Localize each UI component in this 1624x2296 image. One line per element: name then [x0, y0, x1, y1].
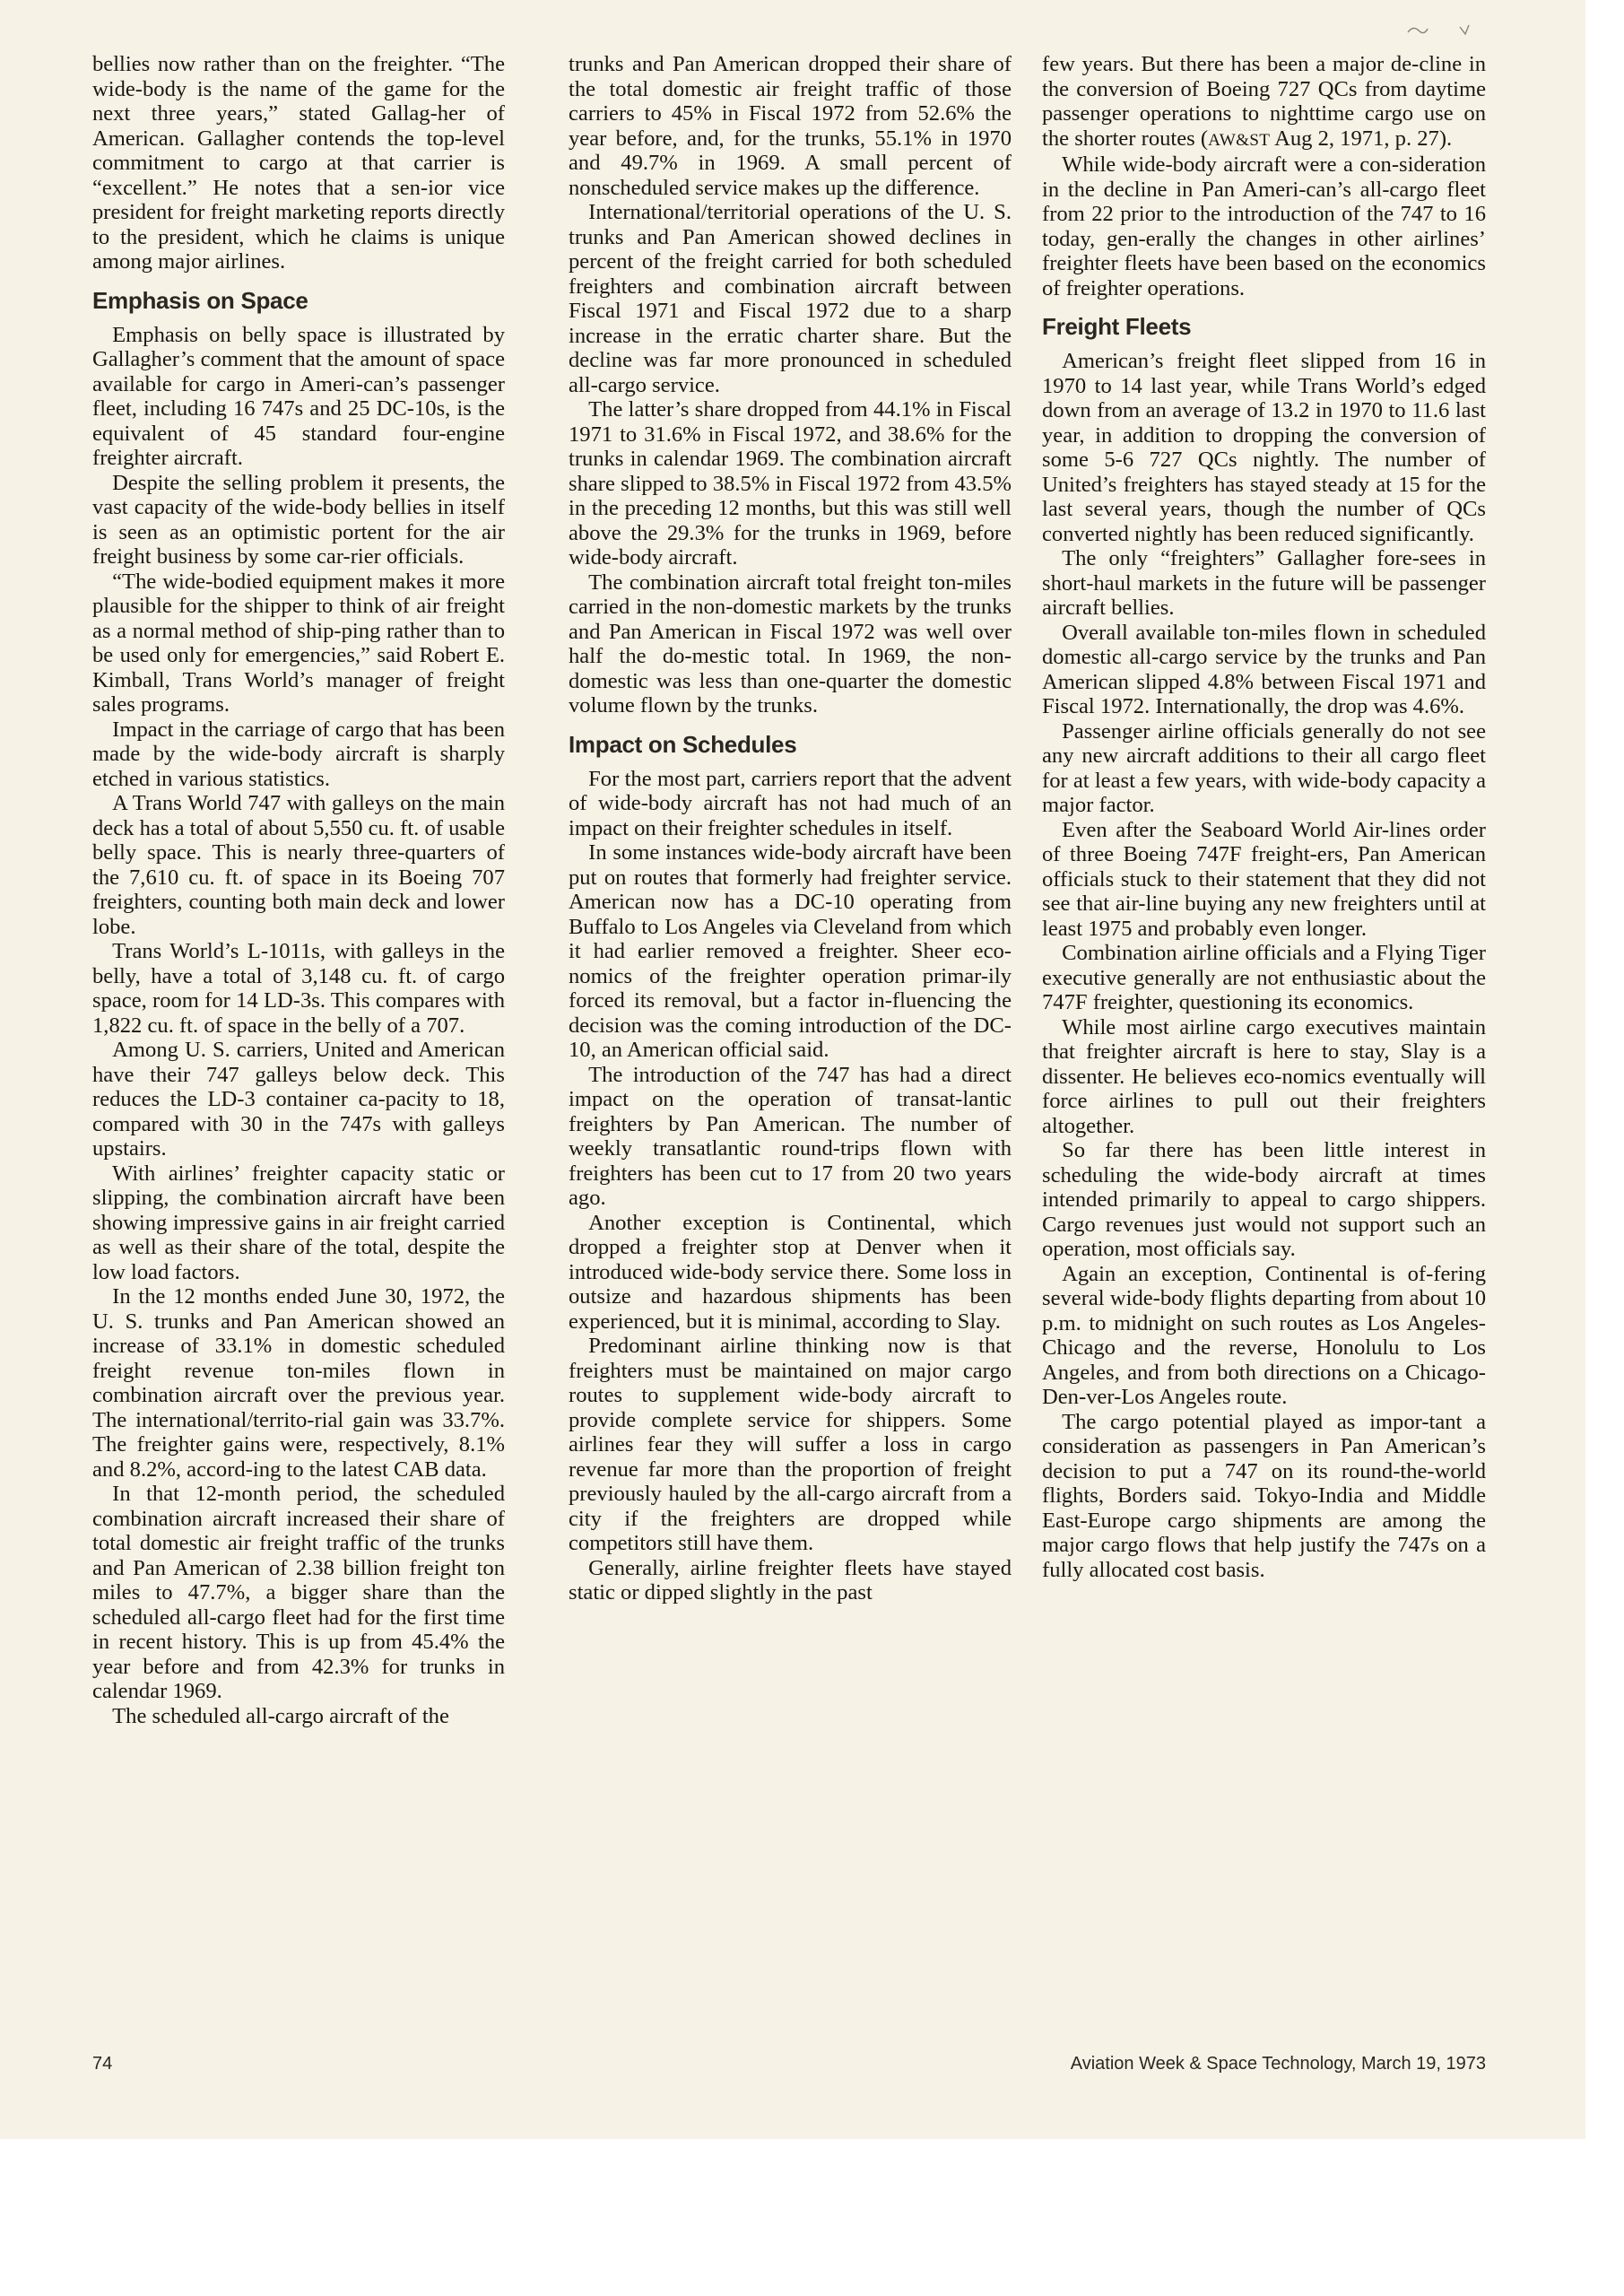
- paragraph: While most airline cargo executives maintain that freighter aircraft is here to stay, Slay is a dissenter. He believes eco-nomics eventually will force airlines to pull out their freighters altogether.: [1042, 1014, 1486, 1138]
- paragraph: Generally, airline freighter fleets have stayed static or dipped slightly in the past: [569, 1555, 1012, 1605]
- publication-line: Aviation Week & Space Technology, March 19, 1973: [1070, 2054, 1486, 2074]
- paragraph: So far there has been little interest in scheduling the wide-body aircraft at times intended primarily to appeal to cargo shippers. Cargo revenues just would not support such an operation, most officials say.: [1042, 1138, 1486, 1261]
- section-heading-freight-fleets: Freight Fleets: [1042, 313, 1192, 340]
- paragraph: The only “freighters” Gallagher fore-sees in short-haul markets in the future will be passenger aircraft bellies.: [1042, 546, 1486, 620]
- paragraph: [1042, 52, 1486, 152]
- paragraph: Despite the selling problem it presents, the vast capacity of the wide-body bellies in itself is seen as an optimistic portent for the air freight business by some car-rier officials.: [92, 470, 505, 569]
- text-run: few years. But there has been a major de-cline in the conversion of Boeing 727 QCs from daytime passenger operations to nighttime cargo use on the shorter routes (: [1042, 52, 1486, 151]
- citation-abbreviation: AW&ST: [1208, 130, 1271, 150]
- paragraph: While wide-body aircraft were a con-sideration in the decline in Pan Ameri-can’s all-cargo fleet from 22 prior to the introduction of the 747 to 16 today, gen-erally the changes in other airlines’ freighter fleets have been based on the economics of freighter operations.: [1042, 152, 1486, 300]
- paragraph: American’s freight fleet slipped from 16 in 1970 to 14 last year, while Trans World’s edged down from an average of 13.2 in 1970 to 11.6 last year, in addition to dropping the conversion of some 5-6 727 QCs nightly. The number of United’s freighters has stayed steady at 15 for the last several years, though the number of QCs converted nightly has been reduced significantly.: [1042, 349, 1486, 546]
- paragraph: The cargo potential played as impor-tant a consideration as passengers in Pan American’s decision to put a 747 on its round-the-world flights, Borders said. Tokyo-India and Middle East-Europe cargo shipments are among the major cargo flows that help justify the 747s on a fully allocated cost basis.: [1042, 1409, 1486, 1582]
- article-column-2: [569, 52, 1012, 1605]
- paragraph: Among U. S. carriers, United and American have their 747 galleys below deck. This reduces the LD-3 container ca-pacity to 18, compared with 30 in the 747s with galleys upstairs.: [92, 1038, 505, 1161]
- paragraph: bellies now rather than on the freighter. “The wide-body is the name of the game for the next three years,” stated Gallag-her of American. Gallagher contends the top-level commitment to cargo at that carrier is “excellent.” He notes that a sen-ior vice president for freight marketing reports directly to the president, which he claims is unique among major airlines.: [92, 52, 505, 274]
- paragraph: In that 12-month period, the scheduled combination aircraft increased their share of total domestic air freight traffic of the trunks and Pan American of 2.38 billion freight ton miles to 47.7%, a bigger share than the scheduled all-cargo fleet had for the first time in recent history. This is up from 45.4% the year before and from 42.3% for trunks in calendar 1969.: [92, 1482, 505, 1703]
- paragraph: trunks and Pan American dropped their share of the total domestic air freight traffic of those carriers to 45% in Fiscal 1972 from 52.6% the year before, and, for the trunks, 55.1% in 1970 and 49.7% in 1969. A small percent of nonscheduled service makes up the difference.: [569, 52, 1012, 200]
- text-run: Aug 2, 1971, p. 27).: [1270, 126, 1453, 151]
- section-heading-impact-on-schedules: Impact on Schedules: [569, 730, 797, 758]
- paragraph: Passenger airline officials generally do not see any new aircraft additions to their all cargo fleet for at least a few years, with wide-body capacity a major factor.: [1042, 718, 1486, 817]
- paragraph: “The wide-bodied equipment makes it more plausible for the shipper to think of air freight as a normal method of ship-ping rather than to be used only for emergencies,” said Robert E. Kimball, Trans World’s manager of freight sales programs.: [92, 569, 505, 717]
- paragraph: International/territorial operations of the U. S. trunks and Pan American showed declines in percent of the freight carried for both scheduled freighters and combination aircraft between Fiscal 1971 and Fiscal 1972 due to a sharp increase in the erratic charter share. But the decline was far more pronounced in scheduled all-cargo service.: [569, 200, 1012, 397]
- paragraph: Combination airline officials and a Flying Tiger executive generally are not enthusiastic about the 747F freighter, questioning its economics.: [1042, 941, 1486, 1014]
- paragraph: Overall available ton-miles flown in scheduled domestic all-cargo service by the trunks and Pan American slipped 4.8% between Fiscal 1971 and Fiscal 1972. Internationally, the drop was 4.6%.: [1042, 620, 1486, 718]
- paragraph: The scheduled all-cargo aircraft of the: [112, 1703, 449, 1728]
- paragraph: For the most part, carriers report that the advent of wide-body aircraft has not had much of an impact on their freighter schedules in itself.: [569, 766, 1012, 840]
- paragraph: In some instances wide-body aircraft have been put on routes that formerly had freighter service. American now has a DC-10 operating from Buffalo to Los Angeles via Cleveland from which it had earlier removed a freighter. Sheer eco-nomics of the freighter operation primar-ily forced its removal, but a factor in-fluencing the decision was the coming introduction of the DC-10, an American official said.: [569, 840, 1012, 1062]
- paragraph: The combination aircraft total freight ton-miles carried in the non-domestic markets by the trunks and Pan American in Fiscal 1972 was well over half the do-mestic total. In 1969, the non-domestic was less than one-quarter the domestic volume flown by the trunks.: [569, 570, 1012, 718]
- page-number: 74: [92, 2054, 113, 2074]
- article-column-3: [1042, 52, 1486, 1582]
- paragraph: A Trans World 747 with galleys on the main deck has a total of about 5,550 cu. ft. of usable belly space. This is nearly three-quarters of the 7,610 cu. ft. of space in its Boeing 707 freighters, counting both main deck and lower lobe.: [92, 791, 505, 939]
- paragraph: Again an exception, Continental is of-fering several wide-body flights departing from about 10 p.m. to midnight on such routes as Los Angeles-Chicago and the reverse, Honolulu to Los Angeles, and from both directions on a Chicago-Den-ver-Los Angeles route.: [1042, 1261, 1486, 1409]
- paragraph: In the 12 months ended June 30, 1972, the U. S. trunks and Pan American showed an increase of 33.1% in domestic scheduled freight revenue ton-miles flown in combination aircraft over the previous year. The international/territo-rial gain was 33.7%. The freighter gains were, respectively, 8.1% and 8.2%, accord-ing to the latest CAB data.: [92, 1284, 505, 1482]
- paragraph: The introduction of the 747 has had a direct impact on the operation of transat-lantic freighters by Pan American. The number of weekly transatlantic round-trips flown with freighters has been cut to 17 from 20 two years ago.: [569, 1062, 1012, 1210]
- paragraph: Impact in the carriage of cargo that has been made by the wide-body aircraft is sharply etched in various statistics.: [92, 717, 505, 791]
- paragraph: Another exception is Continental, which dropped a freighter stop at Denver when it introduced wide-body service there. Some loss in outsize and hazardous shipments has been experienced, but it is minimal, according to Slay.: [569, 1210, 1012, 1334]
- corner-scan-mark: [1404, 20, 1476, 39]
- paragraph: Predominant airline thinking now is that freighters must be maintained on major cargo routes to supplement wide-body aircraft to provide complete service for shippers. Some airlines fear they will suffer a loss in cargo revenue far more than the proportion of freight previously hauled by the all-cargo aircraft from a city if the freighters are dropped while competitors still have them.: [569, 1334, 1012, 1555]
- article-column-1: [92, 52, 505, 1728]
- paragraph: Trans World’s L-1011s, with galleys in the belly, have a total of 3,148 cu. ft. of cargo space, room for 14 LD-3s. This compares with 1,822 cu. ft. of space in the belly of a 707.: [92, 939, 505, 1038]
- section-heading-emphasis-on-space: Emphasis on Space: [92, 286, 308, 314]
- paragraph: Emphasis on belly space is illustrated by Gallagher’s comment that the amount of space available for cargo in Ameri-can’s passenger fleet, including 16 747s and 25 DC-10s, is the equivalent of 45 standard four-engine freighter aircraft.: [92, 322, 505, 470]
- paragraph: With airlines’ freighter capacity static or slipping, the combination aircraft have been showing impressive gains in air freight carried as well as their share of the total, despite the low load factors.: [92, 1161, 505, 1284]
- paragraph: The latter’s share dropped from 44.1% in Fiscal 1971 to 31.6% in Fiscal 1972, and 38.6% for the trunks in calendar 1969. The combination aircraft share slipped to 38.5% in Fiscal 1972 from 43.5% in the preceding 12 months, but this was still well above the 29.3% for the trunks in 1969, before wide-body aircraft.: [569, 397, 1012, 570]
- paragraph: Even after the Seaboard World Air-lines order of three Boeing 747F freight-ers, Pan American officials stuck to their statement that they did not see that air-line buying any new freighters until at least 1975 and probably even longer.: [1042, 817, 1486, 941]
